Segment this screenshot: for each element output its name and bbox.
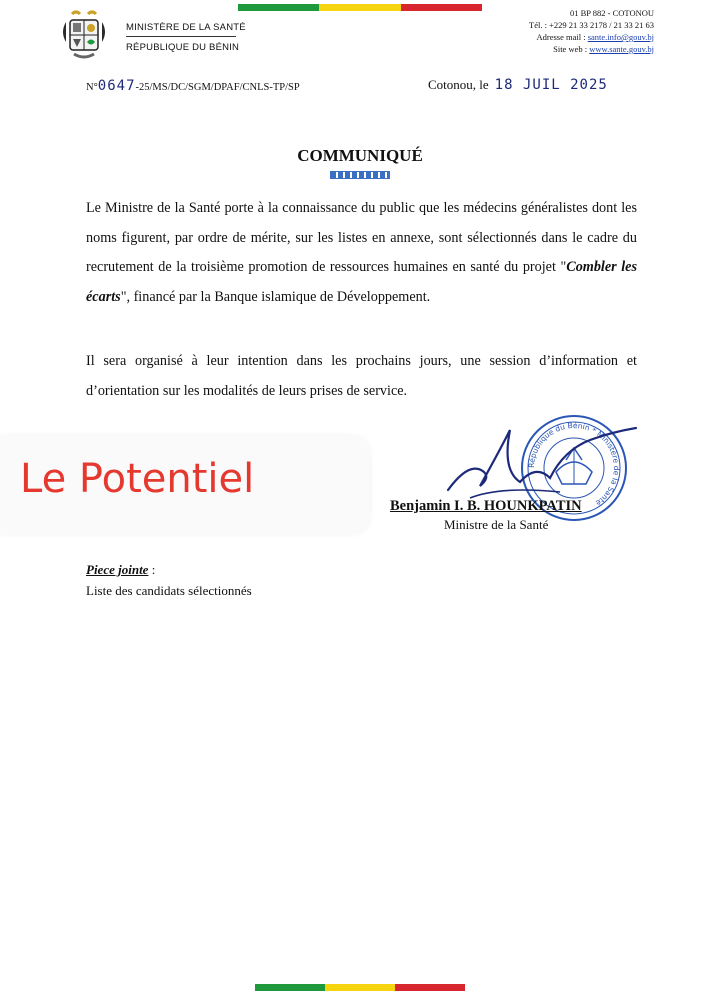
- watermark-text: Le Potentiel: [20, 456, 255, 502]
- contact-web-label: Site web :: [553, 44, 590, 54]
- dateline: [428, 77, 608, 93]
- reference-suffix: -25/MS/DC/SGM/DPAF/CNLS-TP/SP: [135, 82, 300, 93]
- dateline-date-stamp: 18 JUIL 2025: [494, 77, 608, 93]
- republic-name: RÉPUBLIQUE DU BÉNIN: [126, 42, 240, 53]
- reference-handwritten-number: 0647: [97, 78, 136, 94]
- flag-red: [395, 984, 465, 991]
- p1-text-start: Le Ministre de la Santé porte à la connaissance du public que les médecins généralistes dont les noms figurent, par ordre de mérite, sur les listes en annexe, sont sélectionnés dans le cadre du recrutement de la troisième promotion de ressources humaines en santé du projet ": [86, 200, 637, 275]
- contact-web-link[interactable]: www.sante.gouv.bj: [589, 44, 654, 54]
- contact-phone: Tél. : +229 21 33 2178 / 21 33 21 63: [529, 20, 654, 30]
- coat-of-arms-emblem: [56, 8, 112, 64]
- flag-stripe-bottom: [255, 984, 465, 991]
- attachment-colon: :: [148, 562, 156, 577]
- document-title: COMMUNIQUÉ: [297, 146, 423, 165]
- body-paragraph-2: Il sera organisé à leur intention dans les prochains jours, une session d’information et d’orientation sur les modalités de leurs prises de service.: [86, 353, 637, 399]
- contact-email-link[interactable]: sante.info@gouv.bj: [587, 32, 654, 42]
- reference-number: [86, 78, 300, 94]
- attachment-item: Liste des candidats sélectionnés: [86, 583, 252, 598]
- contact-postal: 01 BP 882 - COTONOU: [569, 8, 654, 18]
- contact-email-label: Adresse mail :: [536, 32, 588, 42]
- flag-green: [255, 984, 325, 991]
- seal-ring-text: République du Bénin * Ministère de la Santé: [526, 420, 622, 508]
- attachment-label-text: Piece jointe: [86, 562, 149, 577]
- flag-stripe-top: [238, 4, 482, 11]
- signer-name: Benjamin I. B. HOUNKPATIN: [390, 498, 582, 514]
- body-paragraph-1: [86, 194, 637, 312]
- flag-yellow: [319, 4, 400, 11]
- flag-red: [401, 4, 482, 11]
- header-divider: [126, 36, 236, 37]
- attachment-label: [86, 562, 155, 578]
- dateline-place: Cotonou, le: [428, 77, 489, 92]
- title-ornament: [330, 171, 390, 179]
- p1-text-end: ", financé par la Banque islamique de Développement.: [120, 288, 431, 305]
- flag-green: [238, 4, 319, 11]
- reference-prefix: N°: [86, 82, 98, 93]
- contact-web-line: [553, 44, 654, 54]
- ministry-name: MINISTÈRE DE LA SANTÉ: [126, 22, 246, 33]
- flag-yellow: [325, 984, 395, 991]
- contact-email-line: [536, 32, 654, 42]
- signer-title: Ministre de la Santé: [444, 517, 549, 532]
- project-name-emphasis: Combler les écarts: [86, 259, 637, 305]
- handwritten-signature: [440, 420, 640, 502]
